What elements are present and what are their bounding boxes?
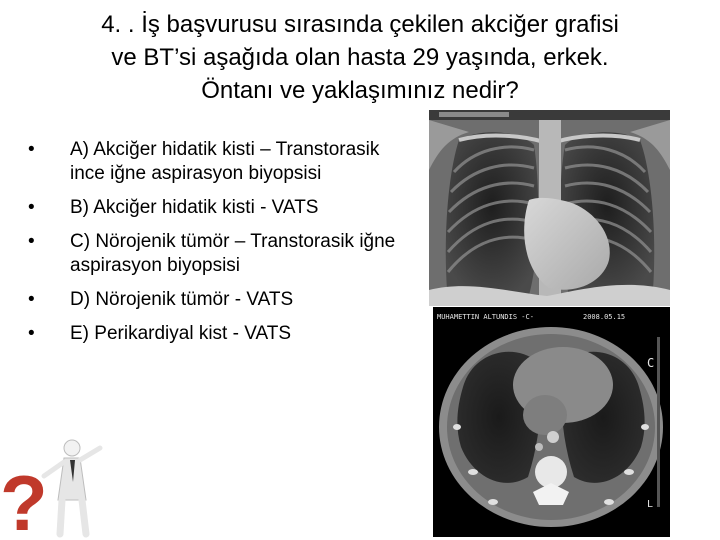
question-line: ve BT’si aşağıda olan hasta 29 yaşında, erkek. <box>111 44 609 71</box>
option-text: A) Akciğer hidatik kisti – Transtorasik ince iğne aspirasyon biyopsisi <box>70 139 380 184</box>
bullet: • <box>28 139 35 160</box>
option-d <box>28 288 418 312</box>
option-text: C) Nörojenik tümör – Transtorasik iğne aspirasyon biyopsisi <box>70 231 396 276</box>
bullet: • <box>28 231 35 252</box>
answer-options <box>28 138 418 356</box>
ct-header-right: 2008.05.15 <box>583 313 626 321</box>
option-a <box>28 138 418 186</box>
option-c <box>28 230 418 278</box>
bullet: • <box>28 323 35 344</box>
question-mark-businessman-icon <box>0 430 110 540</box>
option-b <box>28 196 418 220</box>
option-text: D) Nörojenik tümör - VATS <box>70 289 294 310</box>
bullet: • <box>28 289 35 310</box>
bullet: • <box>28 197 35 218</box>
option-text: B) Akciğer hidatik kisti - VATS <box>70 197 319 218</box>
question-title <box>40 8 680 107</box>
question-line: 4. . İş başvurusu sırasında çekilen akciğer grafisi <box>101 11 619 38</box>
svg-text:?: ? <box>0 459 48 540</box>
ct-marker-l: L <box>647 499 654 510</box>
ct-marker-c: C <box>647 356 655 370</box>
option-e <box>28 322 418 346</box>
option-text: E) Perikardiyal kist - VATS <box>70 323 292 344</box>
chest-xray-image <box>429 110 670 306</box>
question-line: Öntanı ve yaklaşımınız nedir? <box>201 77 519 104</box>
thorax-ct-image <box>433 307 670 537</box>
ct-header-left: MUHAMETTIN ALTUNDIS -C- <box>437 313 534 321</box>
